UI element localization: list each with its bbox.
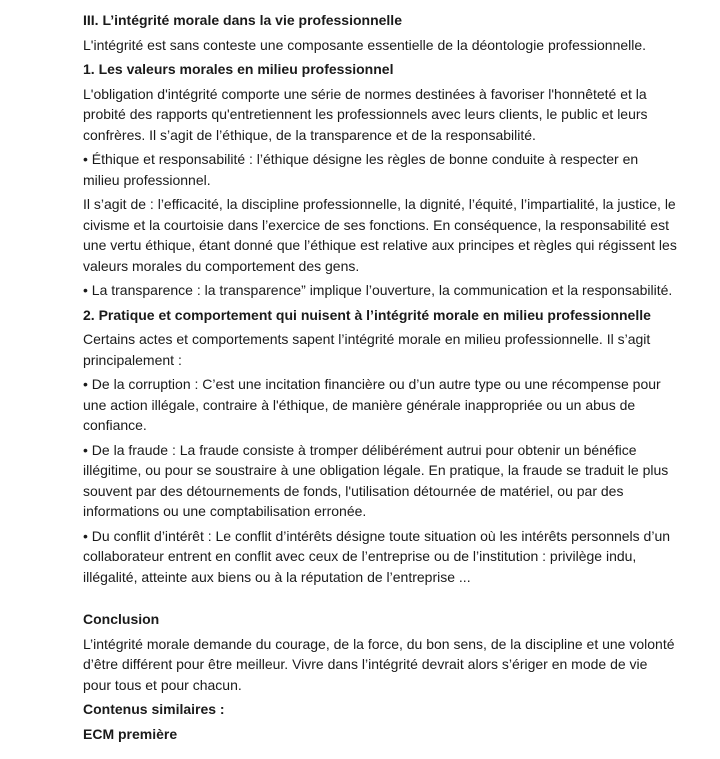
bullet-transparence: • La transparence : la transparence” implique l’ouverture, la communication et la responsabilité.	[83, 282, 673, 298]
bullet-fraude: • De la fraude : La fraude consiste à tromper délibérément autrui pour obtenir un bénéfice illégitime, ou pour se soustraire à une obligation légale. En pratique, la fraude se traduit le plus souvent par des détournements de fonds, l'utilisation détournée de matériel, ou par des informations ou une comptabilisation erronée.	[83, 441, 669, 519]
paragraph-il-sagit-de: Il s’agit de : l’efficacité, la discipline professionnelle, la dignité, l’équité, l’impartialité, la justice, le civisme et la courtoisie dans l’exercice de ses fonctions. En conséquence, la responsabilité est une vertu éthique, étant donné que l’éthique est relative aux principes et règles qui régissent les valeurs morales du comportement des gens.	[83, 196, 677, 274]
paragraph-conclusion: L’intégrité morale demande du courage, de la force, du bon sens, de la discipline et une volonté d’être différent pour être meilleur. Vivre dans l’intégrité devrait alors s’ériger en mode de vie pour tous et pour chacun.	[83, 635, 675, 693]
heading-integrite-morale: III. L’intégrité morale dans la vie professionnelle	[83, 12, 402, 28]
bullet-ethique-responsabilite: • Éthique et responsabilité : l’éthique désigne les règles de bonne conduite à respecter en milieu professionnel.	[83, 151, 639, 188]
intro-paragraph: L'intégrité est sans conteste une composante essentielle de la déontologie professionnelle.	[83, 36, 647, 53]
heading-valeurs-morales: 1. Les valeurs morales en milieu professionnel	[83, 61, 394, 77]
bullet-conflit-interet: • Du conflit d’intérêt : Le conflit d’intérêts désigne toute situation où les intérêts personnels d’un collaborateur entrent en conflit avec ceux de l’entreprise ou de l’institution : privilège indu, illégalité, atteinte aux biens ou à la réputation de l’entreprise ...	[83, 527, 671, 585]
heading-pratiques-nuisibles: 2. Pratique et comportement qui nuisent à l’intégrité morale en milieu professionnelle	[83, 306, 651, 323]
paragraph-certains-actes: Certains actes et comportements sapent l’intégrité morale en milieu professionnelle. Il s’agit principalement :	[83, 331, 651, 368]
heading-contenus-similaires: Contenus similaires :	[83, 701, 225, 717]
paragraph-obligation-integrite: L'obligation d'intégrité comporte une série de normes destinées à favoriser l'honnêteté et la probité des rapports qu'entretiennent les professionnels avec leurs clients, le public et leurs confrères. Il s’agit de l’éthique, de la transparence et de la responsabilité.	[83, 85, 648, 143]
heading-conclusion: Conclusion	[83, 611, 160, 627]
link-ecm-premiere: ECM première	[83, 725, 178, 742]
bullet-corruption: • De la corruption : C’est une incitation financière ou d’un autre type ou une récompense pour une action illégale, contraire à l'éthique, de manière générale inappropriée ou un abus de confiance.	[83, 376, 661, 433]
